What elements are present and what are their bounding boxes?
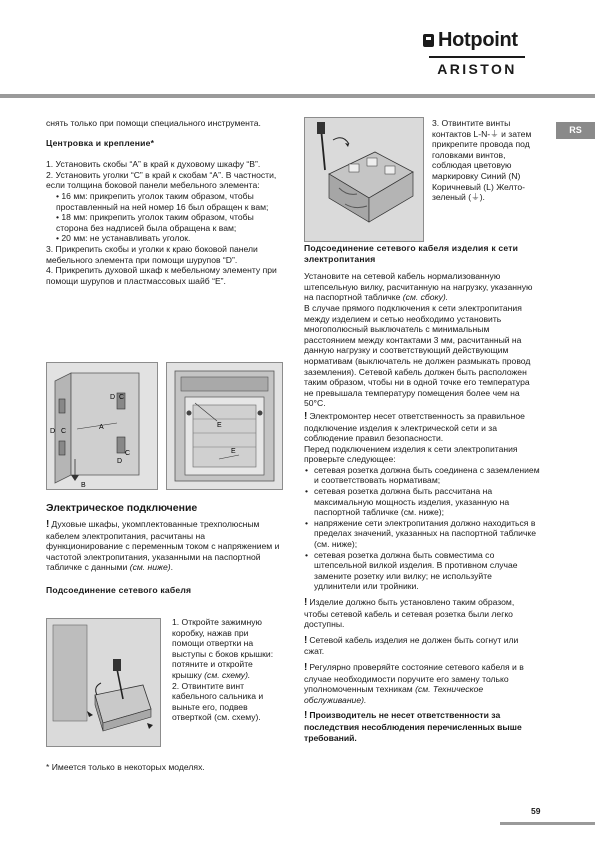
- cable-step-1: 1. Откройте зажимную коробку, нажав при помощи отвертки на выступы с боков крышки: потяните и откройте крышку (см. схему).: [172, 617, 274, 680]
- cable-steps: [172, 617, 282, 723]
- plug-logo-icon: [423, 34, 434, 47]
- check-item: • напряжение сети электропитания должно находиться в пределах значений, указанных на паспортной табличке (см. ниже);: [304, 518, 540, 550]
- fig-label-c2: C: [61, 428, 67, 435]
- connect-text-a: Установите на сетевой кабель нормализованную штепсельную вилку, расчитанную на нагрузку, указанную на паспортной табличке (см. сбоку).: [304, 271, 533, 303]
- fig-label-c1: C: [119, 394, 125, 401]
- liability-text: ! Производитель не несет ответственности за последствия несоблюдения перечисленных выше требований.: [304, 710, 522, 743]
- step-1: 1. Установить скобы “А” в край к духовому шкафу “В”.: [46, 159, 261, 170]
- step-2-bullet-20: • 20 мм: не устанавливать уголок.: [56, 233, 191, 244]
- check-item: • сетевая розетка должна быть рассчитана на максимальную мощность изделия, указанную на паспортной табличке (см. ниже);: [304, 486, 540, 518]
- oven-fixing-diagram: [166, 362, 283, 490]
- step-2: 2. Установить уголки “С” в край к скобам “А”. В частности, если толщина боковой панели мебельного элемента:: [46, 169, 277, 191]
- connect-text-b: В случае прямого подключения к сети электропитания между изделием и сетью необходимо установить многополюсный выключатель с минимальным расстоянием между контактами 3 мм, расчитанный на данную нагрузку и соответствующий действующим нормативам (выключатель не должен размыкать провод заземления). Сетевой кабель должен быть расположен таким образом, чтобы ни в одной точке его температура не превышала температуру помещения более чем на 50°С.: [304, 302, 531, 409]
- terminal-step-3: 3. Отвинтите винты контактов L-N-⏚ и затем прикрепите провода под головками винтов, соблюдая цветовую маркировку Синий (N) Коричневый (L) Желто-зеленый (⏚).: [432, 118, 532, 203]
- fig-label-c3: C: [125, 450, 131, 457]
- warning-mark: !: [46, 519, 50, 530]
- brand-name: Hotpoint: [438, 29, 518, 51]
- brand-logo: [423, 30, 543, 90]
- header-rule: [0, 94, 595, 98]
- fig-label-d2: D: [50, 428, 56, 435]
- fig-label-d3: D: [117, 458, 123, 465]
- check-item: • сетевая розетка должна быть совместима со штепсельной вилкой изделия. В противном случае замените розетку или вилку; не используйте удлинители или тройники.: [304, 550, 540, 592]
- intro-text: снять только при помощи специального инструмента.: [46, 118, 261, 128]
- bracket-diagram: [46, 362, 158, 490]
- right-column: [304, 243, 540, 743]
- before-text: Перед подключением изделия к сети электропитания проверьте следующее:: [304, 443, 518, 465]
- footnote: * Имеется только в некоторых моделях.: [46, 762, 205, 772]
- fig-label-a: A: [99, 424, 104, 431]
- step-4: 4. Прикрепить духовой шкаф к мебельному элементу при помощи шурупов и пластмассовых шайб “Е”.: [46, 265, 277, 286]
- bend-text: ! Сетевой кабель изделия не должен быть согнут или сжат.: [304, 634, 519, 657]
- footer-rule: [500, 822, 595, 825]
- cable-step-2: 2. Отвинтите винт кабельного сальника и выньте его, подвев отверткой (см. схему).: [172, 680, 264, 723]
- junction-box-diagram: [46, 618, 161, 747]
- step-2-bullet-16: • 16 мм: прикрепить уголок таким образом, чтобы проставленный на ней номер 16 был обращен к вам;: [56, 190, 269, 212]
- language-tab: RS: [556, 122, 595, 139]
- step-3: 3. Прикрепить скобы и уголки к краю боковой панели мебельного элемента при помощи шурупов “D”.: [46, 243, 258, 265]
- fig-label-d1: D: [110, 394, 116, 401]
- electrical-heading: Электрическое подключение: [46, 502, 198, 514]
- brand-sub: ARISTON: [429, 56, 525, 76]
- terminal-block-diagram: [304, 117, 424, 242]
- connect-heading: Подсоединение сетевого кабеля изделия к сети электропитания: [304, 243, 519, 264]
- cable-heading: Подсоединение сетевого кабеля: [46, 584, 192, 595]
- fig-label-e1: E: [217, 422, 222, 429]
- centering-steps: [46, 159, 282, 286]
- electrical-text: ! Духовые шкафы, укомплектованные трехполюсным кабелем электропитания, расчитаны на функционирование с переменным током с напряжением и частотой электропитания, указанными на паспортной табличке с данными (см. ниже).: [46, 519, 280, 573]
- check-text: ! Регулярно проверяйте состояние сетевого кабеля и в случае необходимости поручите его замену только уполномоченным техникам (см. Техническое обслуживание).: [304, 661, 524, 705]
- left-column-top: [46, 118, 282, 286]
- step-2-bullet-18: • 18 мм: прикрепить уголок таким образом, чтобы сторона без надписей была обращена к вам;: [56, 212, 254, 233]
- electrical-section: [46, 502, 284, 596]
- electrician-text: ! Электромонтер несет ответственность за правильное подключение изделия к электрической сети и за соблюдение правил безопасности.: [304, 410, 525, 444]
- fig-label-e2: E: [231, 448, 236, 455]
- fig-label-b: B: [81, 482, 86, 489]
- check-list: [304, 465, 540, 592]
- centering-heading: Центровка и крепление*: [46, 137, 155, 148]
- install-text: ! Изделие должно быть установлено таким образом, чтобы сетевой кабель и сетевая розетка были легко доступны.: [304, 597, 515, 630]
- page-number: 59: [531, 806, 541, 816]
- check-item: • сетевая розетка должна быть соединена с заземлением и соответствовать нормативам;: [304, 465, 540, 486]
